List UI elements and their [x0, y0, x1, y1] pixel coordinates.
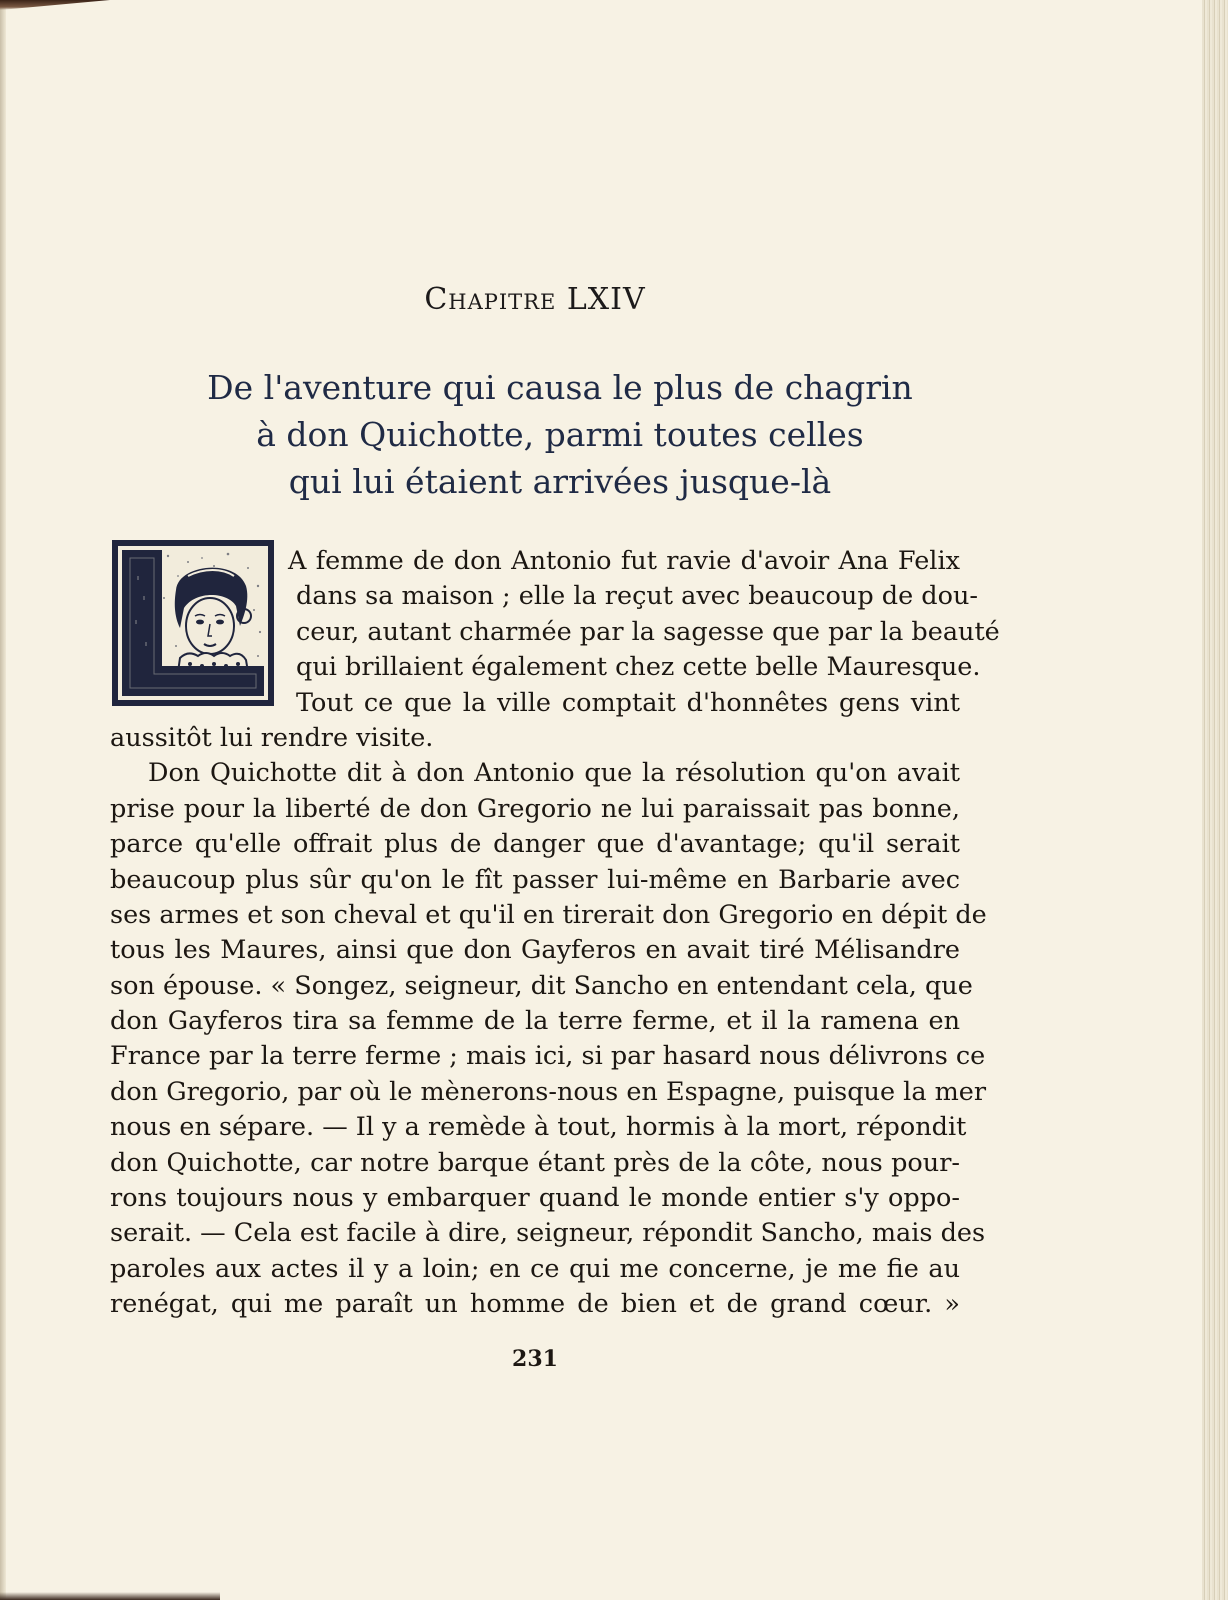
text-line: ceur, autant charmée par la sagesse que par la beauté — [296, 616, 1000, 647]
body-text — [110, 544, 1000, 1323]
page-number: 231 — [512, 1346, 558, 1372]
text-line: A femme de don Antonio fut ravie d'avoir Ana Felix — [288, 546, 960, 576]
text-line: paroles aux actes il y a loin; en ce qui me concerne, je me fie au — [110, 1253, 960, 1284]
text-line: France par la terre ferme ; mais ici, si par hasard nous délivrons ce — [110, 1041, 986, 1072]
text-line: Tout ce que la ville comptait d'honnêtes gens vint — [296, 687, 960, 718]
text-line: Don Quichotte dit à don Antonio que la résolution qu'on avait — [148, 758, 960, 789]
text-line: parce qu'elle offrait plus de danger que d'avantage; qu'il serait — [110, 829, 960, 860]
text-line: don Gregorio, par où le mènerons-nous en Espagne, puisque la mer — [110, 1076, 987, 1107]
text-line: nous en sépare. — Il y a remède à tout, hormis à la mort, répondit — [110, 1112, 967, 1143]
drop-cap-letter: L — [122, 558, 123, 559]
text-line: aussitôt lui rendre visite. — [110, 722, 434, 753]
text-line: dans sa maison ; elle la reçut avec beaucoup de dou- — [296, 581, 978, 612]
text-line: tous les Maures, ainsi que don Gayferos en avait tiré Mélisandre — [110, 935, 960, 966]
page-stack-edge — [1202, 0, 1228, 1600]
chapter-title-line: à don Quichotte, parmi toutes celles — [256, 415, 864, 454]
binding-corner — [0, 0, 110, 10]
text-line: son épouse. « Songez, seigneur, dit Sancho en entendant cela, que — [110, 970, 973, 1001]
text-line: don Gayferos tira sa femme de la terre ferme, et il la ramena en — [110, 1006, 960, 1037]
text-line: don Quichotte, car notre barque étant près de la côte, nous pour- — [110, 1147, 960, 1178]
text-line: beaucoup plus sûr qu'on le fît passer lui-même en Barbarie avec — [110, 864, 960, 895]
text-line: prise pour la liberté de don Gregorio ne lui paraissait pas bonne, — [110, 793, 960, 824]
chapter-title — [120, 364, 1000, 505]
chapter-title-line: qui lui étaient arrivées jusque-là — [288, 462, 832, 501]
text-line: rons toujours nous y embarquer quand le monde entier s'y oppo- — [110, 1183, 960, 1214]
binding-bottom-edge — [0, 1592, 220, 1600]
chapter-heading: Chapitre LXIV — [424, 282, 646, 317]
chapter-title-line: De l'aventure qui causa le plus de chagrin — [207, 368, 913, 407]
text-line: serait. — Cela est facile à dire, seigneur, répondit Sancho, mais des — [110, 1218, 986, 1249]
text-line: ses armes et son cheval et qu'il en tirerait don Gregorio en dépit de — [110, 899, 987, 930]
text-line: renégat, qui me paraît un homme de bien et de grand cœur. » — [110, 1289, 960, 1320]
text-line: qui brillaient également chez cette belle Mauresque. — [296, 652, 981, 683]
